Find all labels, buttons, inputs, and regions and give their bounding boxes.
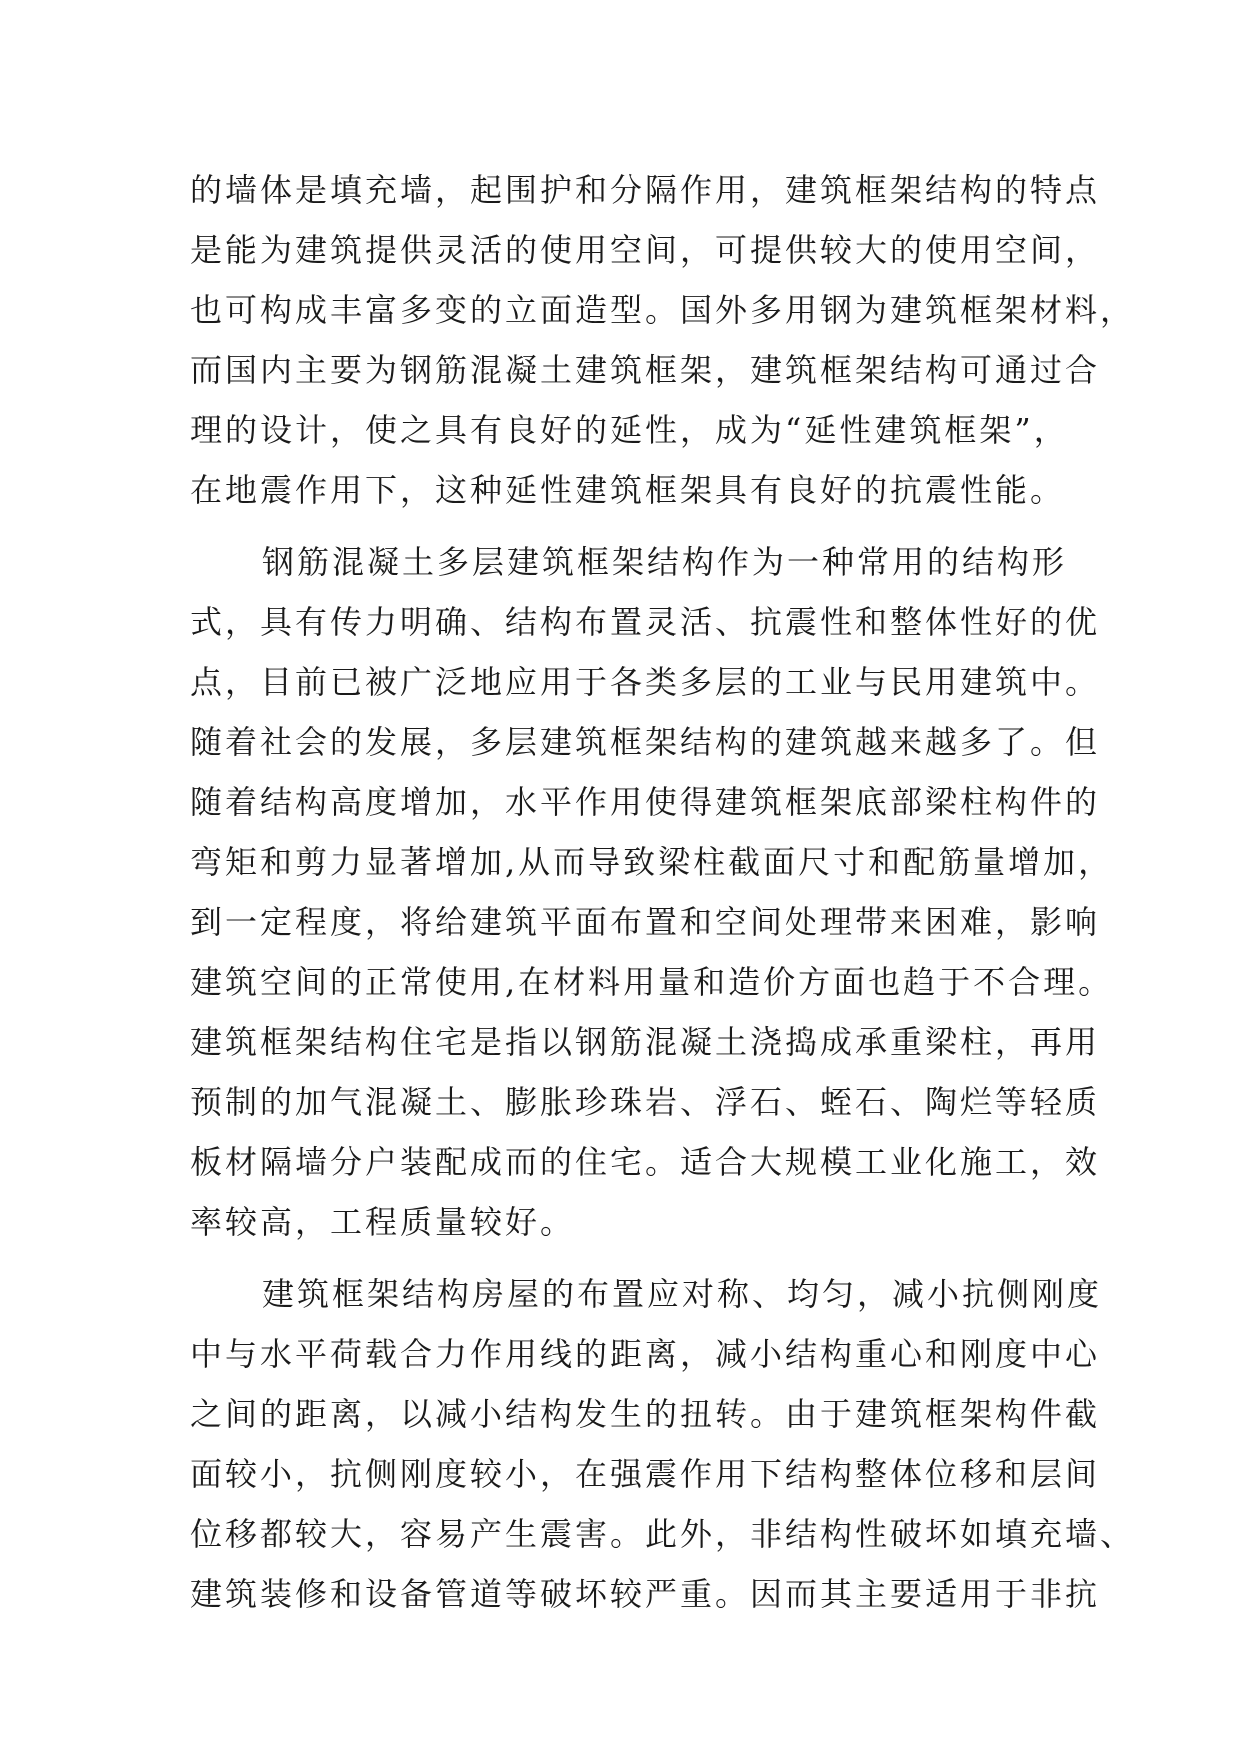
text-line: 建筑空间的正常使用,在材料用量和造价方面也趋于不合理。 <box>190 963 1114 1001</box>
text-line: 板材隔墙分户装配成而的住宅。适合大规模工业化施工，效 <box>190 1143 1101 1181</box>
text-line: 中与水平荷载合力作用线的距离，减小结构重心和刚度中心 <box>190 1335 1101 1373</box>
paragraph <box>190 1264 1136 1624</box>
text-line: 建筑框架结构房屋的布置应对称、均匀，减小抗侧刚度 <box>262 1275 1103 1313</box>
paragraph-gap <box>190 520 1090 532</box>
paragraph-gap <box>190 1252 1090 1264</box>
text-line: 式，具有传力明确、结构布置灵活、抗震性和整体性好的优 <box>190 603 1101 641</box>
text-line: 理的设计，使之具有良好的延性，成为“延性建筑框架”， <box>190 411 1069 449</box>
text-line: 面较小，抗侧刚度较小，在强震作用下结构整体位移和层间 <box>190 1455 1101 1493</box>
text-line: 是能为建筑提供灵活的使用空间，可提供较大的使用空间， <box>190 231 1101 269</box>
text-line: 随着结构高度增加，水平作用使得建筑框架底部梁柱构件的 <box>190 783 1101 821</box>
text-line: 建筑框架结构住宅是指以钢筋混凝土浇捣成承重梁柱，再用 <box>190 1023 1101 1061</box>
text-line: 在地震作用下，这种延性建筑框架具有良好的抗震性能。 <box>190 471 1066 509</box>
text-line: 位移都较大，容易产生震害。此外，非结构性破坏如填充墙、 <box>190 1515 1136 1553</box>
text-line: 之间的距离，以减小结构发生的扭转。由于建筑框架构件截 <box>190 1395 1101 1433</box>
paragraph <box>190 532 1114 1252</box>
text-line: 钢筋混凝土多层建筑框架结构作为一种常用的结构形 <box>262 543 1068 581</box>
body-text <box>190 160 1136 1624</box>
text-line: 建筑装修和设备管道等破坏较严重。因而其主要适用于非抗 <box>190 1575 1101 1613</box>
text-line: 随着社会的发展，多层建筑框架结构的建筑越来越多了。但 <box>190 723 1101 761</box>
text-line: 到一定程度，将给建筑平面布置和空间处理带来困难，影响 <box>190 903 1101 941</box>
text-line: 弯矩和剪力显著增加,从而导致梁柱截面尺寸和配筋量增加， <box>190 843 1114 881</box>
text-line: 也可构成丰富多变的立面造型。国外多用钢为建筑框架材料， <box>190 291 1136 329</box>
text-line: 预制的加气混凝土、膨胀珍珠岩、浮石、蛭石、陶烂等轻质 <box>190 1083 1101 1121</box>
text-line: 的墙体是填充墙，起围护和分隔作用，建筑框架结构的特点 <box>190 171 1101 209</box>
text-line: 而国内主要为钢筋混凝土建筑框架，建筑框架结构可通过合 <box>190 351 1101 389</box>
text-line: 点，目前已被广泛地应用于各类多层的工业与民用建筑中。 <box>190 663 1101 701</box>
text-line: 率较高，工程质量较好。 <box>190 1203 576 1241</box>
paragraph <box>190 160 1136 520</box>
